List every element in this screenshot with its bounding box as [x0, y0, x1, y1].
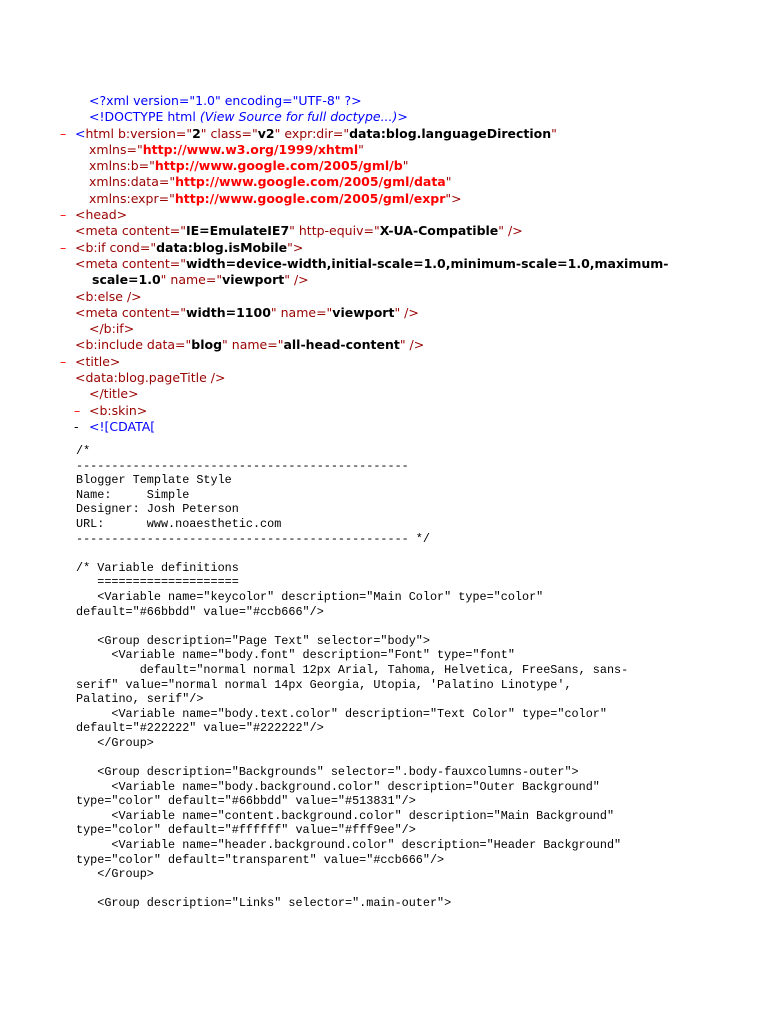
xmlns-name: xmlns="	[89, 141, 143, 157]
html-attr-class: " class="	[200, 125, 258, 141]
code-line	[76, 882, 628, 897]
meta-viewport-open: <meta content="	[75, 255, 186, 271]
code-line: default="#222222" value="#222222"/>	[76, 721, 324, 736]
xmlns-expr-value: http://www.google.com/2005/gml/expr	[174, 190, 446, 206]
code-line: default="#66bbdd" value="#ccb666"/>	[76, 604, 324, 619]
doctype: <!DOCTYPE html	[89, 109, 196, 125]
code-line	[76, 546, 628, 561]
code-line: Designer: Josh Peterson	[76, 502, 239, 517]
bif-line	[60, 239, 668, 256]
cdata-open: <![CDATA[	[89, 418, 156, 434]
binclude-close: " />	[399, 337, 425, 353]
meta-width-line	[75, 305, 668, 321]
html-version-value: 2	[192, 125, 201, 141]
code-line: <Group description="Page Text" selector="body">	[76, 633, 430, 648]
xmlns-b-line	[89, 158, 682, 174]
doctype-line	[89, 109, 682, 125]
html-attr-close: "	[551, 125, 557, 141]
bif-open: <b:if cond="	[75, 239, 157, 255]
xmlns-expr-end: ">	[445, 190, 462, 206]
code-line: type="color" default="#ffffff" value="#fff9ee"/>	[76, 823, 416, 838]
code-line	[76, 750, 628, 765]
code-line: default="normal normal 12px Arial, Tahoma, Helvetica, FreeSans, sans-	[76, 662, 629, 677]
meta-compat-content: IE=EmulateIE7	[185, 223, 290, 239]
binclude-open: <b:include data="	[75, 337, 192, 353]
data-pagetitle-tag: <data:blog.pageTitle />	[75, 370, 226, 386]
code-line: -----------------------------------------------	[76, 458, 409, 473]
binclude-name: all-head-content	[283, 337, 400, 353]
xmlns-value: http://www.w3.org/1999/xhtml	[142, 141, 359, 157]
xmlns-line	[89, 142, 682, 158]
meta-viewport-cont-line	[92, 272, 685, 288]
belse-tag: <b:else />	[75, 288, 142, 304]
meta-width-open: <meta content="	[75, 304, 186, 320]
xmlns-data-value: http://www.google.com/2005/gml/data	[175, 174, 446, 190]
title-close-tag: </title>	[89, 386, 139, 402]
meta-width-name: viewport	[332, 304, 395, 320]
code-line: Palatino, serif"/>	[76, 692, 204, 707]
bif-close-tag: </b:if>	[89, 321, 135, 337]
code-line: serif" value="normal normal 14px Georgia, Utopia, 'Palatino Linotype',	[76, 677, 572, 692]
collapse-toggle-head[interactable]: –	[60, 207, 67, 223]
code-line: ----------------------------------------------- */	[76, 531, 430, 546]
meta-compat-line	[75, 223, 668, 239]
css-code-block	[76, 444, 628, 911]
meta-viewport-line	[75, 256, 668, 272]
xmlns-b-name: xmlns:b="	[89, 158, 155, 174]
html-open-line: – <html b:version="2" class="v2" expr:dir="data:blog.languageDirection"	[60, 125, 557, 141]
binclude-attr: " name="	[222, 337, 284, 353]
doctype-end: >	[397, 109, 408, 125]
collapse-toggle-bif[interactable]: –	[60, 239, 67, 255]
code-line: ====================	[76, 575, 239, 590]
meta-viewport-name: viewport	[222, 272, 285, 288]
xml-declaration: <?xml version="1.0" encoding="UTF-8" ?>	[89, 93, 362, 108]
code-line: /* Variable definitions	[76, 560, 239, 575]
xmlns-b-end: "	[402, 158, 409, 174]
code-line: <Variable name="body.font" description="Font" type="font"	[76, 648, 515, 663]
meta-viewport-content: width=device-width,initial-scale=1.0,minimum-scale=1.0,maximum-	[185, 255, 669, 271]
xmlns-end: "	[358, 141, 364, 157]
xmlns-expr-line	[89, 191, 682, 207]
code-line: <Variable name="body.background.color" description="Outer Background"	[76, 779, 600, 794]
code-line	[76, 619, 628, 634]
code-line: Name: Simple	[76, 487, 190, 502]
html-class-value: v2	[257, 125, 275, 141]
xml-source-view	[0, 93, 669, 435]
code-line: </Group>	[76, 867, 154, 882]
belse-line	[75, 289, 668, 305]
binclude-line	[75, 337, 668, 353]
collapse-toggle-title[interactable]: –	[60, 353, 67, 369]
xmlns-b-value: http://www.google.com/2005/gml/b	[154, 158, 403, 174]
html-attr-version: b:version="	[113, 125, 193, 141]
html-dir-value: data:blog.languageDirection	[349, 125, 552, 141]
meta-viewport-content-cont: scale=1.0	[92, 272, 161, 288]
bskin-line	[74, 402, 682, 419]
html-tag: html	[85, 125, 114, 141]
meta-width-content: width=1100	[185, 304, 271, 320]
cdata-line	[74, 418, 682, 435]
code-line: <Variable name="keycolor" description="Main Color" type="color"	[76, 589, 544, 604]
code-line: type="color" default="#66bbdd" value="#513831"/>	[76, 794, 416, 809]
data-title-line	[75, 370, 668, 386]
code-line: /*	[76, 444, 91, 458]
title-close-line	[89, 386, 682, 402]
meta-width-attr: " name="	[270, 304, 333, 320]
code-line: <Group description="Links" selector=".main-outer">	[76, 896, 452, 911]
title-open-line	[60, 353, 668, 370]
meta-width-close: " />	[394, 304, 419, 320]
head-open-line	[60, 207, 668, 223]
code-line: Blogger Template Style	[76, 473, 232, 488]
doctype-note: (View Source for full doctype...)	[199, 109, 398, 125]
bif-close-line	[89, 321, 682, 337]
code-line: <Variable name="header.background.color" description="Header Background"	[76, 838, 622, 853]
meta-viewport-close: " />	[284, 272, 309, 288]
meta-compat-value: X-UA-Compatible	[379, 223, 499, 239]
bskin-tag: <b:skin>	[89, 402, 148, 418]
meta-compat-attr: " http-equiv="	[289, 223, 380, 239]
title-tag: <title>	[75, 353, 121, 369]
code-line: type="color" default="transparent" value="#ccb666"/>	[76, 852, 445, 867]
code-line: URL: www.noaesthetic.com	[76, 516, 282, 531]
collapse-toggle-bskin[interactable]: –	[74, 402, 81, 418]
html-attr-dir: " expr:dir="	[274, 125, 350, 141]
collapse-toggle-html[interactable]: –	[60, 125, 67, 141]
xmlns-data-name: xmlns:data="	[89, 174, 176, 190]
xmlns-expr-name: xmlns:expr="	[89, 190, 175, 206]
meta-compat-close: " />	[498, 223, 523, 239]
xmlns-data-line	[89, 174, 682, 190]
meta-compat-open: <meta content="	[75, 223, 186, 239]
code-line: <Variable name="body.text.color" description="Text Color" type="color"	[76, 706, 607, 721]
head-tag: <head>	[75, 207, 128, 223]
collapse-toggle-cdata[interactable]: -	[74, 418, 79, 434]
bif-cond: data:blog.isMobile	[156, 239, 288, 255]
xml-declaration-line	[89, 93, 682, 109]
xmlns-data-end: "	[445, 174, 452, 190]
bif-close-bracket: ">	[287, 239, 304, 255]
code-line: <Group description="Backgrounds" selector=".body-fauxcolumns-outer">	[76, 765, 579, 780]
binclude-data: blog	[191, 337, 223, 353]
meta-viewport-attr: " name="	[160, 272, 223, 288]
code-line: </Group>	[76, 735, 154, 750]
code-line: <Variable name="content.background.color" description="Main Background"	[76, 808, 615, 823]
